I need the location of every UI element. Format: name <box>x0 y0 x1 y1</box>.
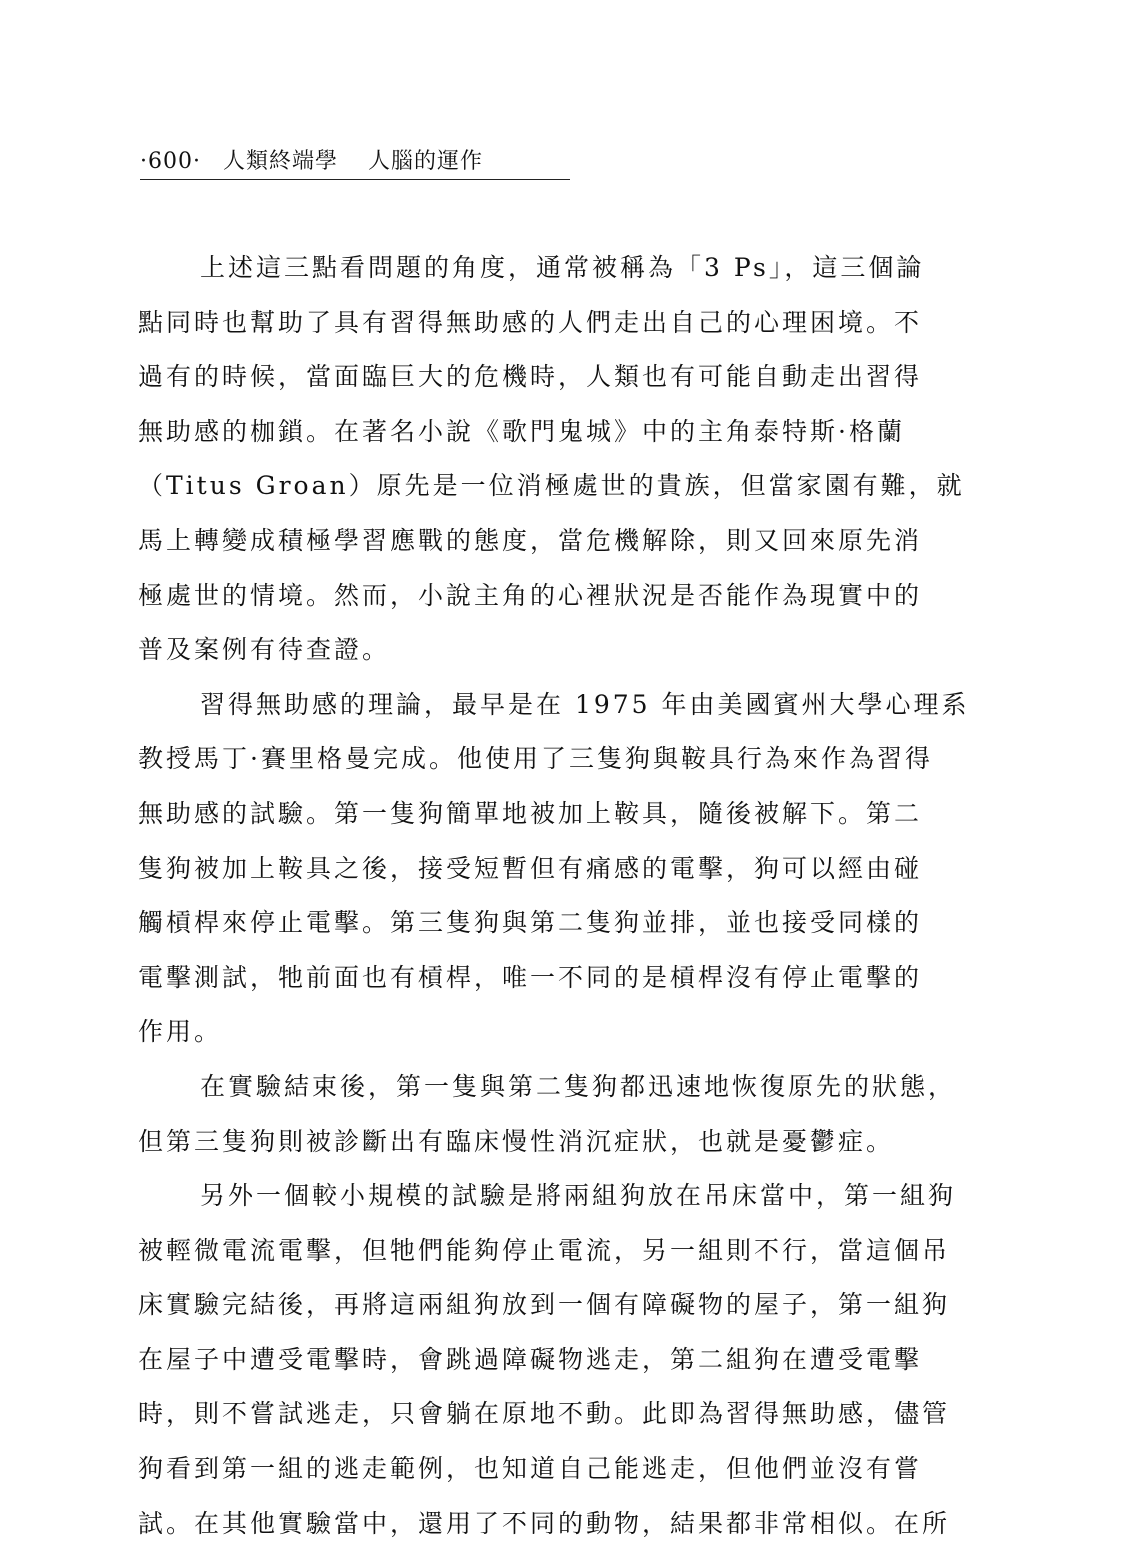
text-line: 上述這三點看問題的角度，通常被稱為「3 Ps」，這三個論 <box>200 253 925 282</box>
text-line: 點同時也幫助了具有習得無助感的人們走出自己的心理困境。不 <box>138 307 923 337</box>
text-line: 狗看到第一組的逃走範例，也知道自己能逃走，但他們並沒有嘗 <box>138 1454 923 1484</box>
text-line: 床實驗完結後，再將這兩組狗放到一個有障礙物的屋子，第一組狗 <box>138 1290 951 1320</box>
running-header <box>140 146 570 180</box>
paragraph <box>138 1169 984 1551</box>
text-line: 極處世的情境。然而，小說主角的心裡狀況是否能作為現實中的 <box>138 580 923 610</box>
text-line: 試。在其他實驗當中，還用了不同的動物，結果都非常相似。在所 <box>138 1508 951 1538</box>
text-line: 教授馬丁·賽里格曼完成。他使用了三隻狗與鞍具行為來作為習得 <box>138 744 933 774</box>
text-line: 電擊測試，牠前面也有槓桿，唯一不同的是槓桿沒有停止電擊的 <box>138 962 923 992</box>
text-line: （Titus Groan）原先是一位消極處世的貴族，但當家園有難，就 <box>138 471 965 501</box>
text-line: 但第三隻狗則被診斷出有臨床慢性消沉症狀，也就是憂鬱症。 <box>138 1126 895 1156</box>
text-line: 另外一個較小規模的試驗是將兩組狗放在吊床當中，第一組狗 <box>200 1181 957 1211</box>
text-line: 時，則不嘗試逃走，只會躺在原地不動。此即為習得無助感，儘管 <box>138 1399 951 1429</box>
text-line: 被輕微電流電擊，但牠們能夠停止電流，另一組則不行，當這個吊 <box>138 1235 951 1265</box>
paragraph <box>138 678 984 1060</box>
text-line: 普及案例有待查證。 <box>138 635 391 665</box>
page-number: ·600· <box>140 149 201 174</box>
text-line: 無助感的枷鎖。在著名小說《歌門鬼城》中的主角泰特斯·格蘭 <box>138 416 905 446</box>
text-line: 習得無助感的理論，最早是在 1975 年由美國賓州大學心理系 <box>200 689 970 719</box>
text-line: 在實驗結束後，第一隻與第二隻狗都迅速地恢復原先的狀態， <box>200 1071 957 1101</box>
paragraph <box>138 1060 984 1169</box>
text-line: 在屋子中遭受電擊時，會跳過障礙物逃走，第二組狗在遭受電擊 <box>138 1344 923 1374</box>
text-line: 作用。 <box>138 1017 223 1047</box>
chapter-title: 人腦的運作 <box>368 149 484 174</box>
book-title: 人類終端學 <box>222 149 338 174</box>
text-line: 馬上轉變成積極學習應戰的態度，當危機解除，則又回來原先消 <box>138 525 923 555</box>
text-line: 過有的時候，當面臨巨大的危機時，人類也有可能自動走出習得 <box>138 362 923 392</box>
text-line: 隻狗被加上鞍具之後，接受短暫但有痛感的電擊，狗可以經由碰 <box>138 853 923 883</box>
body-text <box>138 241 984 1551</box>
text-line: 無助感的試驗。第一隻狗簡單地被加上鞍具，隨後被解下。第二 <box>138 798 923 828</box>
text-line: 觸槓桿來停止電擊。第三隻狗與第二隻狗並排，並也接受同樣的 <box>138 908 923 938</box>
paragraph <box>138 241 984 678</box>
